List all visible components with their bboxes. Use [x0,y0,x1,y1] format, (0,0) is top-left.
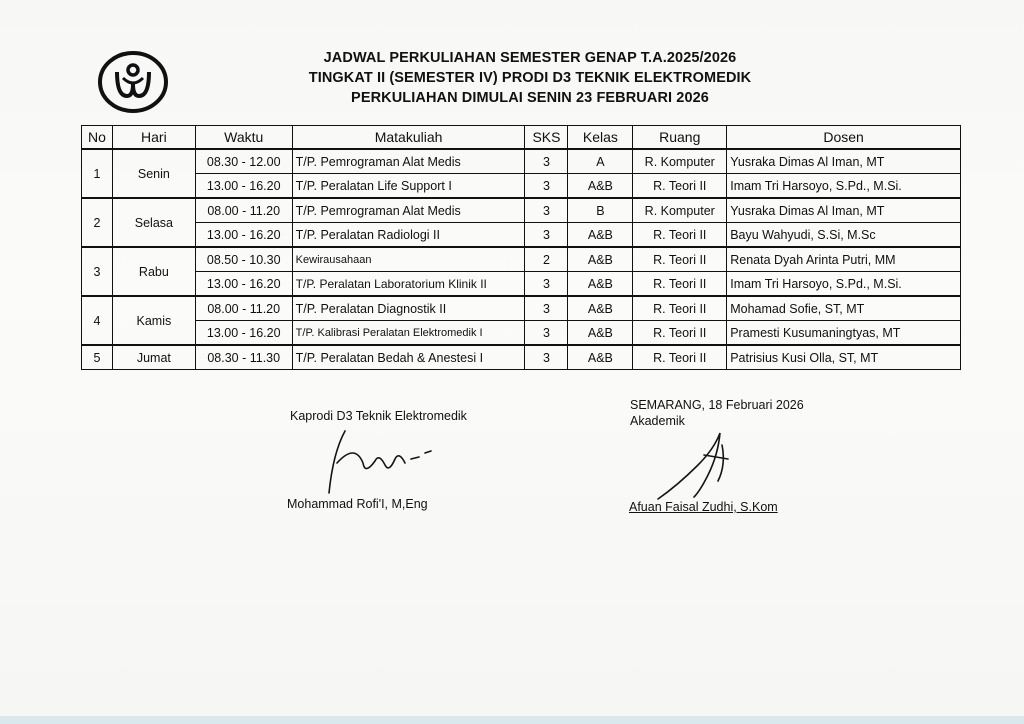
room-cell: R. Teori II [633,272,727,297]
lecturer-cell: Renata Dyah Arinta Putri, MM [727,247,961,272]
signatory-title: Kaprodi D3 Teknik Elektromedik [290,409,467,423]
time-cell: 08.00 - 11.20 [195,198,292,223]
lecturer-cell: Mohamad Sofie, ST, MT [727,296,961,321]
day-name: Rabu [112,247,195,296]
room-cell: R. Teori II [633,296,727,321]
credits-cell: 3 [525,345,568,370]
institution-logo-icon [97,50,169,114]
class-cell: B [568,198,633,223]
day-name: Senin [112,149,195,198]
credits-cell: 3 [525,321,568,346]
signatory-name: Afuan Faisal Zudhi, S.Kom [629,500,778,514]
signatory-name: Mohammad Rofi'I, M,Eng [287,497,428,511]
credits-cell: 3 [525,149,568,174]
lecturer-cell: Yusraka Dimas Al Iman, MT [727,198,961,223]
class-cell: A&B [568,174,633,199]
column-header: Waktu [195,126,292,150]
place-and-date: SEMARANG, 18 Februari 2026 [630,398,804,412]
class-cell: A&B [568,223,633,248]
course-cell: Kewirausahaan [292,247,525,272]
time-cell: 08.00 - 11.20 [195,296,292,321]
lecturer-cell: Bayu Wahyudi, S.Si, M.Sc [727,223,961,248]
room-cell: R. Komputer [633,198,727,223]
room-cell: R. Teori II [633,223,727,248]
day-name: Selasa [112,198,195,247]
column-header: Matakuliah [292,126,525,150]
table-row [82,198,961,223]
day-number: 1 [82,149,113,198]
credits-cell: 3 [525,223,568,248]
room-cell: R. Teori II [633,345,727,370]
time-cell: 13.00 - 16.20 [195,321,292,346]
course-cell: T/P. Peralatan Bedah & Anestesi I [292,345,525,370]
credits-cell: 3 [525,174,568,199]
table-row [82,345,961,370]
handwritten-signature-icon [648,425,758,505]
credits-cell: 2 [525,247,568,272]
room-cell: R. Teori II [633,247,727,272]
course-cell: T/P. Pemrograman Alat Medis [292,198,525,223]
day-number: 5 [82,345,113,370]
schedule-table [81,125,961,370]
room-cell: R. Teori II [633,321,727,346]
course-cell: T/P. Peralatan Radiologi II [292,223,525,248]
class-cell: A&B [568,321,633,346]
credits-cell: 3 [525,198,568,223]
time-cell: 13.00 - 16.20 [195,272,292,297]
credits-cell: 3 [525,296,568,321]
column-header: Kelas [568,126,633,150]
time-cell: 08.50 - 10.30 [195,247,292,272]
time-cell: 08.30 - 12.00 [195,149,292,174]
course-cell: T/P. Peralatan Laboratorium Klinik II [292,272,525,297]
table-row [82,321,961,346]
class-cell: A&B [568,345,633,370]
time-cell: 13.00 - 16.20 [195,174,292,199]
table-row [82,296,961,321]
column-header: Dosen [727,126,961,150]
lecturer-cell: Yusraka Dimas Al Iman, MT [727,149,961,174]
column-header: SKS [525,126,568,150]
course-cell: T/P. Pemrograman Alat Medis [292,149,525,174]
lecturer-cell: Imam Tri Harsoyo, S.Pd., M.Si. [727,174,961,199]
column-header: Hari [112,126,195,150]
lecturer-cell: Imam Tri Harsoyo, S.Pd., M.Si. [727,272,961,297]
credits-cell: 3 [525,272,568,297]
time-cell: 13.00 - 16.20 [195,223,292,248]
scan-edge [0,716,1024,724]
course-cell: T/P. Peralatan Life Support I [292,174,525,199]
lecturer-cell: Pramesti Kusumaningtyas, MT [727,321,961,346]
table-row [82,149,961,174]
table-row [82,174,961,199]
lecturer-cell: Patrisius Kusi Olla, ST, MT [727,345,961,370]
document-header [230,48,830,108]
table-header-row [82,126,961,150]
room-cell: R. Teori II [633,174,727,199]
column-header: No [82,126,113,150]
day-name: Jumat [112,345,195,370]
class-cell: A&B [568,247,633,272]
course-cell: T/P. Peralatan Diagnostik II [292,296,525,321]
header-start-date: PERKULIAHAN DIMULAI SENIN 23 FEBRUARI 2026 [351,90,709,106]
day-name: Kamis [112,296,195,345]
table-row [82,223,961,248]
header-subtitle: TINGKAT II (SEMESTER IV) PRODI D3 TEKNIK ELEKTROMEDIK [308,70,752,86]
table-row [82,272,961,297]
day-number: 3 [82,247,113,296]
class-cell: A [568,149,633,174]
handwritten-signature-icon [315,423,445,503]
day-number: 2 [82,198,113,247]
header-title: JADWAL PERKULIAHAN SEMESTER GENAP T.A.2025/2026 [323,50,737,66]
signature-block-right [629,397,804,514]
signatory-title: Akademik [630,414,685,428]
time-cell: 08.30 - 11.30 [195,345,292,370]
table-row [82,247,961,272]
room-cell: R. Komputer [633,149,727,174]
day-number: 4 [82,296,113,345]
class-cell: A&B [568,272,633,297]
signature-block-left [287,409,467,511]
class-cell: A&B [568,296,633,321]
column-header: Ruang [633,126,727,150]
course-cell: T/P. Kalibrasi Peralatan Elektromedik I [292,321,525,346]
